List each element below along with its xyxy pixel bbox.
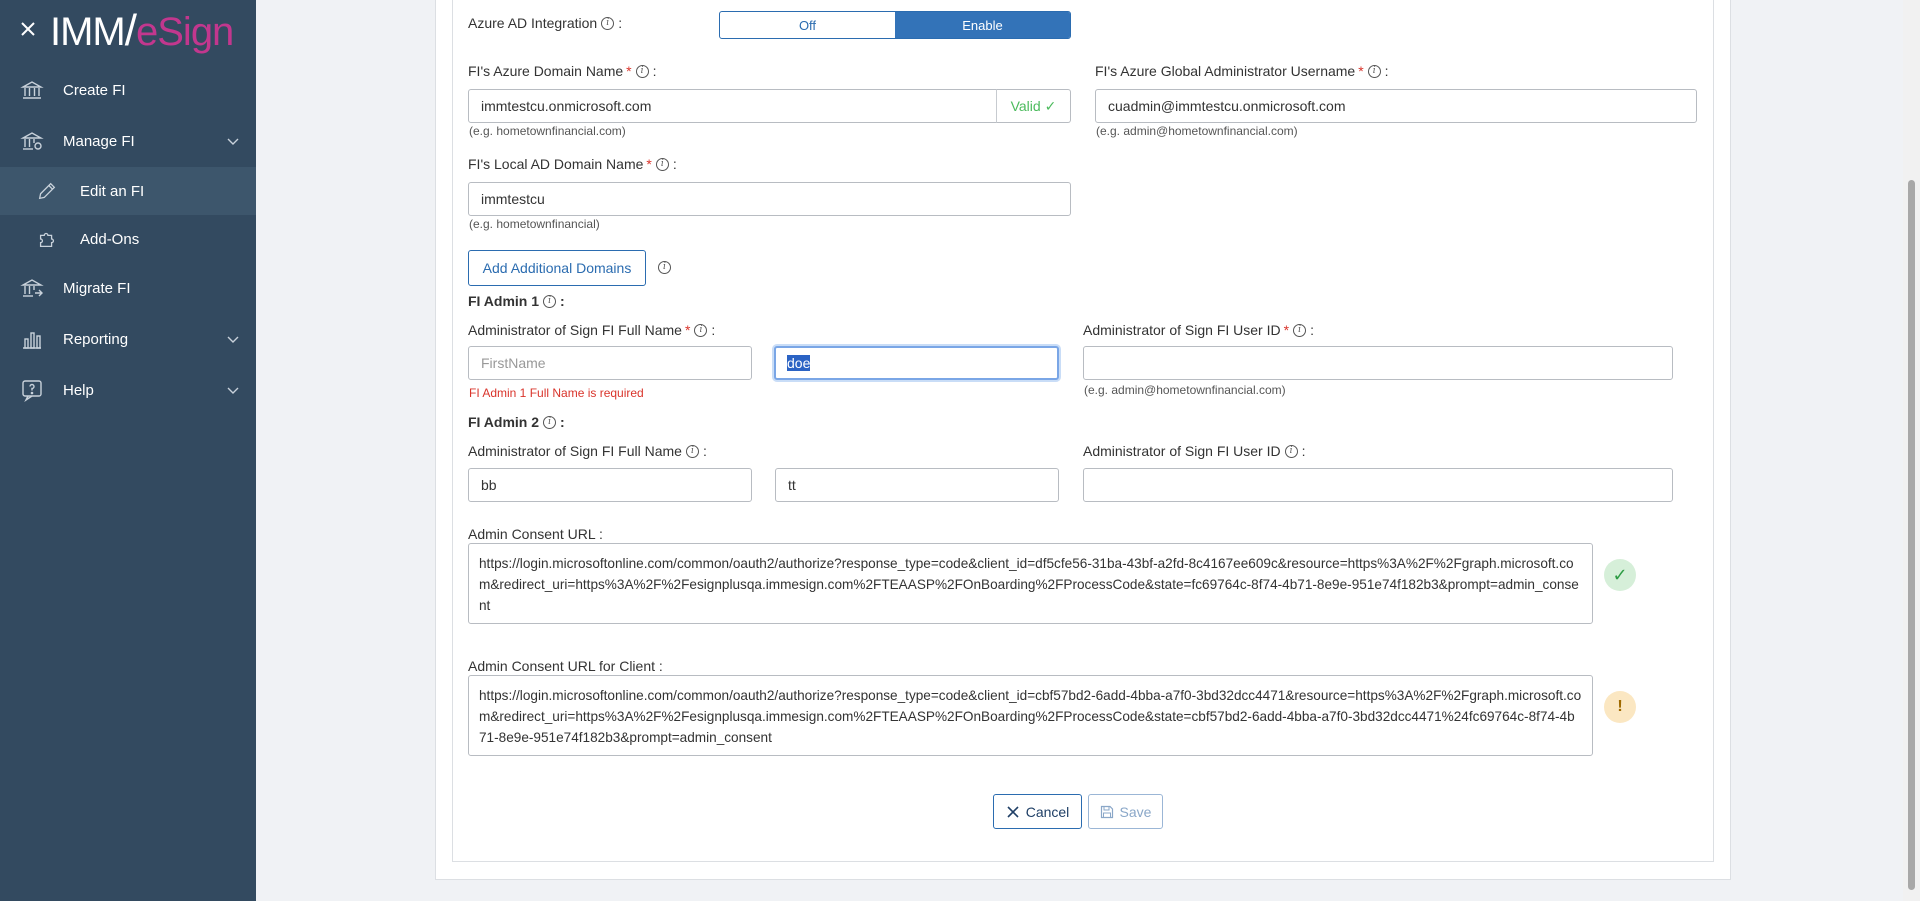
sidebar-item-label: Create FI [63,81,126,99]
consent-url-label: Admin Consent URL : [468,526,603,542]
floppy-disk-icon [1100,805,1114,819]
check-icon: ✓ [1044,97,1057,114]
sidebar-item-edit-fi[interactable] [0,167,256,215]
sidebar-item-add-ons[interactable] [0,215,256,263]
sidebar-item-migrate-fi[interactable] [0,264,256,312]
admin2-last-name-input[interactable]: tt [775,468,1059,502]
scrollbar-thumb[interactable] [1908,180,1915,890]
chevron-down-icon [226,383,240,397]
local-domain-label: FI's Local AD Domain Name * i : [468,156,677,172]
valid-badge: Valid ✓ [996,89,1071,123]
toggle-off-option[interactable]: Off [798,17,817,33]
admin1-fullname-label: Administrator of Sign FI Full Name * i : [468,322,716,338]
bank-icon [20,78,44,102]
sidebar-item-label: Reporting [63,330,129,348]
help-bubble-icon [20,378,44,402]
consent-url-client-textarea[interactable]: https://login.microsoftonline.com/common/oauth2/authorize?response_type=code&client_id=cbf57bd2-6add-4bba-a7f0-3bd32dcc4471&resource=https%3A%2F%2Fgraph.microsoft.com&redirect_uri=https%3A%2F%2Fesignplusqa.immesign.com%2FTEAASP%2FOnBoarding%2FProcessCode&state=cbf57bd2-6add-4bba-a7f0-3bd32dcc4471%24fc69764c-8f74-4b71-8e9e-951e74f182b3&prompt=admin_consent [468,675,1593,756]
sidebar-item-create-fi[interactable] [0,66,256,114]
admin1-first-name-input[interactable]: FirstName [468,346,752,380]
azure-admin-input[interactable]: cuadmin@immtestcu.onmicrosoft.com [1095,89,1697,123]
sidebar-item-label: Help [63,381,94,399]
sidebar-item-manage-fi[interactable] [0,117,256,165]
azure-domain-label: FI's Azure Domain Name * i : [468,63,657,79]
admin2-userid-label: Administrator of Sign FI User ID i : [1083,443,1306,459]
bank-arrow-icon [20,276,44,300]
consent-url-client-label: Admin Consent URL for Client : [468,658,663,674]
azure-ad-toggle[interactable] [719,11,1071,39]
logo: IMM/eSign [50,6,234,55]
save-button[interactable]: Save [1088,794,1163,829]
info-icon[interactable]: i [656,158,669,171]
admin2-userid-input[interactable] [1083,468,1673,502]
info-icon[interactable]: i [601,17,614,30]
info-icon[interactable]: i [1285,445,1298,458]
chevron-down-icon [226,332,240,346]
bank-gear-icon [20,129,44,153]
admin1-userid-hint: (e.g. admin@hometownfinancial.com) [1084,383,1286,397]
info-icon[interactable]: i [686,445,699,458]
azure-domain-hint: (e.g. hometownfinancial.com) [469,124,626,138]
chevron-down-icon [226,134,240,148]
info-icon[interactable]: i [1293,324,1306,337]
azure-domain-input[interactable]: immtestcu.onmicrosoft.com [468,89,997,123]
info-icon[interactable]: i [636,65,649,78]
close-icon[interactable] [19,20,37,38]
sidebar-item-help[interactable] [0,366,256,414]
sidebar-item-reporting[interactable] [0,315,256,363]
pencil-icon [36,180,58,202]
sidebar-item-label: Migrate FI [63,279,131,297]
local-domain-input[interactable]: immtestcu [468,182,1071,216]
local-domain-hint: (e.g. hometownfinancial) [469,217,600,231]
azure-ad-label: Azure AD Integration i : [468,15,623,31]
sidebar-item-label: Add-Ons [80,230,140,248]
consent-url-textarea[interactable]: https://login.microsoftonline.com/common/oauth2/authorize?response_type=code&client_id=df5cfe56-31ba-43bf-a2fd-8c4167ee609c&resource=https%3A%2F%2Fgraph.microsoft.com&redirect_uri=https%3A%2F%2Fesignplusqa.immesign.com%2FTEAASP%2FOnBoarding%2FProcessCode&state=fc69764c-8f74-4b71-8e9e-951e74f182b3&prompt=admin_consent [468,543,1593,624]
warning-circle-icon: ! [1604,691,1636,723]
cancel-button[interactable]: Cancel [993,794,1082,829]
close-icon [1006,805,1020,819]
bar-chart-icon [20,327,44,351]
admin1-last-name-input[interactable]: doe [774,346,1059,380]
sidebar-item-label: Edit an FI [80,182,145,200]
sidebar-item-label: Manage FI [63,132,135,150]
check-circle-icon: ✓ [1604,559,1636,591]
info-icon[interactable]: i [543,416,556,429]
admin2-title: FI Admin 2 i : [468,414,565,430]
toggle-enable-option[interactable]: Enable [895,12,1070,38]
admin1-error: FI Admin 1 Full Name is required [469,386,644,400]
admin2-fullname-label: Administrator of Sign FI Full Name i : [468,443,707,459]
admin2-first-name-input[interactable]: bb [468,468,752,502]
puzzle-icon [36,228,58,250]
sidebar [0,0,256,901]
add-domains-button[interactable]: Add Additional Domains [468,250,646,286]
info-icon[interactable]: i [694,324,707,337]
azure-admin-label: FI's Azure Global Administrator Username * i : [1095,63,1389,79]
info-icon[interactable]: i [1368,65,1381,78]
sidebar-header [0,0,256,62]
azure-admin-hint: (e.g. admin@hometownfinancial.com) [1096,124,1298,138]
info-icon[interactable]: i [543,295,556,308]
admin1-userid-label: Administrator of Sign FI User ID * i : [1083,322,1314,338]
scrollbar[interactable] [1903,0,1920,901]
admin1-userid-input[interactable] [1083,346,1673,380]
admin1-title: FI Admin 1 i : [468,293,565,309]
info-icon[interactable]: i [658,261,671,274]
